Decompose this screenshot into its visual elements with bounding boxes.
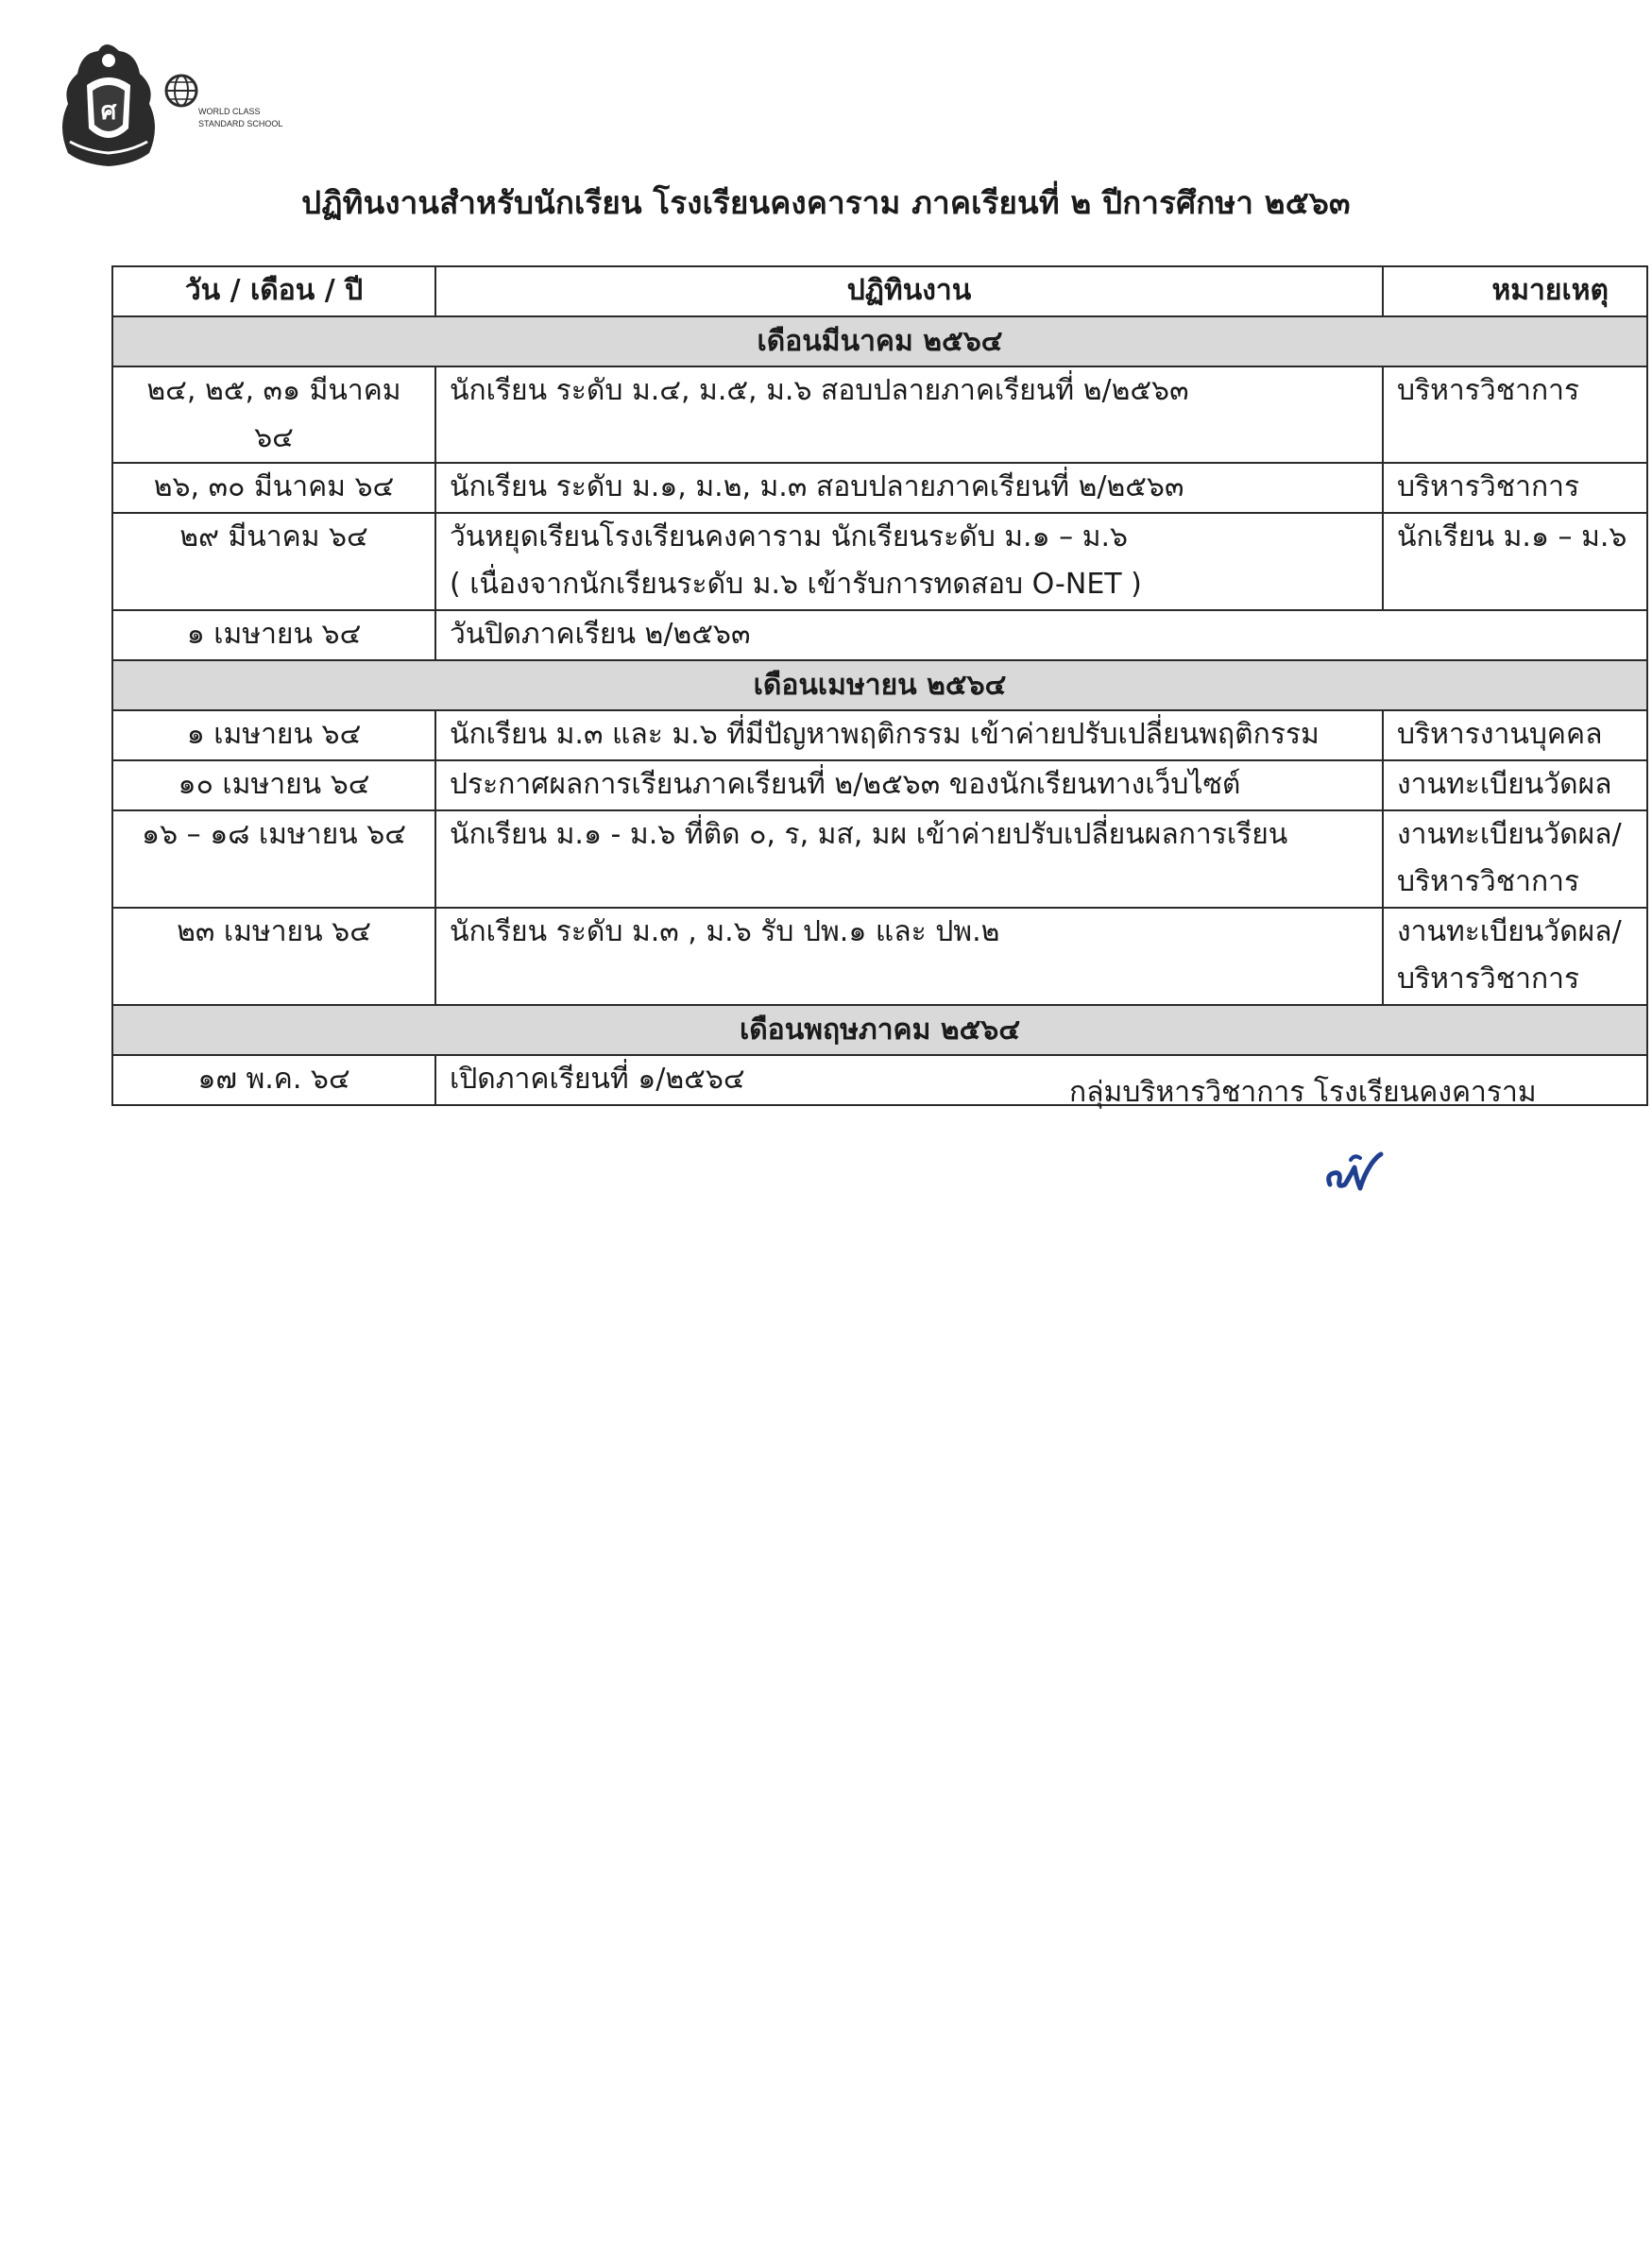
row-note <box>1383 710 1647 760</box>
row-activity <box>435 710 1383 760</box>
table-row <box>112 463 1647 513</box>
row-activity <box>435 463 1383 513</box>
school-logo <box>49 32 295 174</box>
note-line: บริหารวิชาการ <box>1397 962 1580 996</box>
note-line: งานทะเบียนวัดผล/ <box>1397 915 1622 948</box>
activity-line: เปิดภาคเรียนที่ ๑/๒๕๖๔ <box>450 1063 745 1096</box>
row-activity <box>435 810 1383 908</box>
table-row <box>112 610 1647 660</box>
header-activity: ปฏิทินงาน <box>435 266 1383 316</box>
row-note <box>1383 810 1647 908</box>
activity-line: วันหยุดเรียนโรงเรียนคงคาราม นักเรียนระดับ ม.๑ – ม.๖ <box>450 520 1129 553</box>
table-body <box>112 316 1647 1105</box>
row-date: ๒๖, ๓๐ มีนาคม ๖๔ <box>112 463 435 513</box>
note-line: บริหารงานบุคคล <box>1397 718 1603 751</box>
row-note <box>1383 760 1647 810</box>
row-date: ๒๔, ๒๕, ๓๑ มีนาคม ๖๔ <box>112 366 435 463</box>
note-line: บริหารวิชาการ <box>1397 470 1580 503</box>
table-row <box>112 710 1647 760</box>
header-date: วัน / เดือน / ปี <box>112 266 435 316</box>
row-activity <box>435 610 1647 660</box>
svg-text:ศ: ศ <box>100 97 117 126</box>
month-row <box>112 316 1647 366</box>
crest-icon <box>62 44 155 166</box>
page-title: ปฏิทินงานสำหรับนักเรียน โรงเรียนคงคาราม ภาคเรียนที่ ๒ ปีการศึกษา ๒๕๖๓ <box>301 184 1351 221</box>
row-note <box>1383 366 1647 463</box>
row-note <box>1383 513 1647 610</box>
activity-line: วันปิดภาคเรียน ๒/๒๕๖๓ <box>450 618 751 651</box>
month-row <box>112 1005 1647 1055</box>
activity-line: นักเรียน ระดับ ม.๔, ม.๕, ม.๖ สอบปลายภาคเรียนที่ ๒/๒๕๖๓ <box>450 374 1189 407</box>
activity-line: นักเรียน ระดับ ม.๑, ม.๒, ม.๓ สอบปลายภาคเรียนที่ ๒/๒๕๖๓ <box>450 470 1184 503</box>
table-header-row <box>112 266 1647 316</box>
row-date: ๒๓ เมษายน ๖๔ <box>112 908 435 1005</box>
row-activity <box>435 366 1383 463</box>
row-note <box>1383 908 1647 1005</box>
logo-line-1: WORLD CLASS <box>198 107 261 116</box>
activity-line: นักเรียน ม.๑ - ม.๖ ที่ติด ๐, ร, มส, มผ เข้าค่ายปรับเปลี่ยนผลการเรียน <box>450 818 1288 851</box>
month-label: เดือนเมษายน ๒๕๖๔ <box>112 660 1647 710</box>
table-row <box>112 810 1647 908</box>
table-row <box>112 366 1647 463</box>
calendar-table <box>111 265 1648 1106</box>
note-line: งานทะเบียนวัดผล <box>1397 768 1612 801</box>
row-activity <box>435 908 1383 1005</box>
logo-line-2: STANDARD SCHOOL <box>198 119 283 128</box>
row-date: ๑๗ พ.ค. ๖๔ <box>112 1055 435 1105</box>
table-row <box>112 908 1647 1005</box>
month-label: เดือนพฤษภาคม ๒๕๖๔ <box>112 1005 1647 1055</box>
table-row <box>112 760 1647 810</box>
globe-icon <box>166 76 196 106</box>
sign-off-text: กลุ่มบริหารวิชาการ โรงเรียนคงคาราม <box>1069 1076 1537 1109</box>
activity-line: นักเรียน ระดับ ม.๓ , ม.๖ รับ ปพ.๑ และ ปพ.๒ <box>450 915 1000 948</box>
month-label: เดือนมีนาคม ๒๕๖๔ <box>112 316 1647 366</box>
table-row <box>112 513 1647 610</box>
row-date: ๑๐ เมษายน ๖๔ <box>112 760 435 810</box>
activity-line: ประกาศผลการเรียนภาคเรียนที่ ๒/๒๕๖๓ ของนักเรียนทางเว็บไซต์ <box>450 768 1241 801</box>
signature-icon <box>1322 1147 1388 1199</box>
row-date: ๒๙ มีนาคม ๖๔ <box>112 513 435 610</box>
row-date: ๑๖ – ๑๘ เมษายน ๖๔ <box>112 810 435 908</box>
row-note <box>1383 463 1647 513</box>
note-line: บริหารวิชาการ <box>1397 865 1580 898</box>
note-line: งานทะเบียนวัดผล/ <box>1397 818 1622 851</box>
row-date: ๑ เมษายน ๖๔ <box>112 610 435 660</box>
header-note: หมายเหตุ <box>1383 266 1647 316</box>
note-line: บริหารวิชาการ <box>1397 374 1580 407</box>
row-activity <box>435 760 1383 810</box>
activity-line: ( เนื่องจากนักเรียนระดับ ม.๖ เข้ารับการทดสอบ O-NET ) <box>450 568 1142 601</box>
note-line: นักเรียน ม.๑ – ม.๖ <box>1397 520 1627 553</box>
row-date: ๑ เมษายน ๖๔ <box>112 710 435 760</box>
month-row <box>112 660 1647 710</box>
activity-line: นักเรียน ม.๓ และ ม.๖ ที่มีปัญหาพฤติกรรม เข้าค่ายปรับเปลี่ยนพฤติกรรม <box>450 718 1320 751</box>
row-activity <box>435 513 1383 610</box>
